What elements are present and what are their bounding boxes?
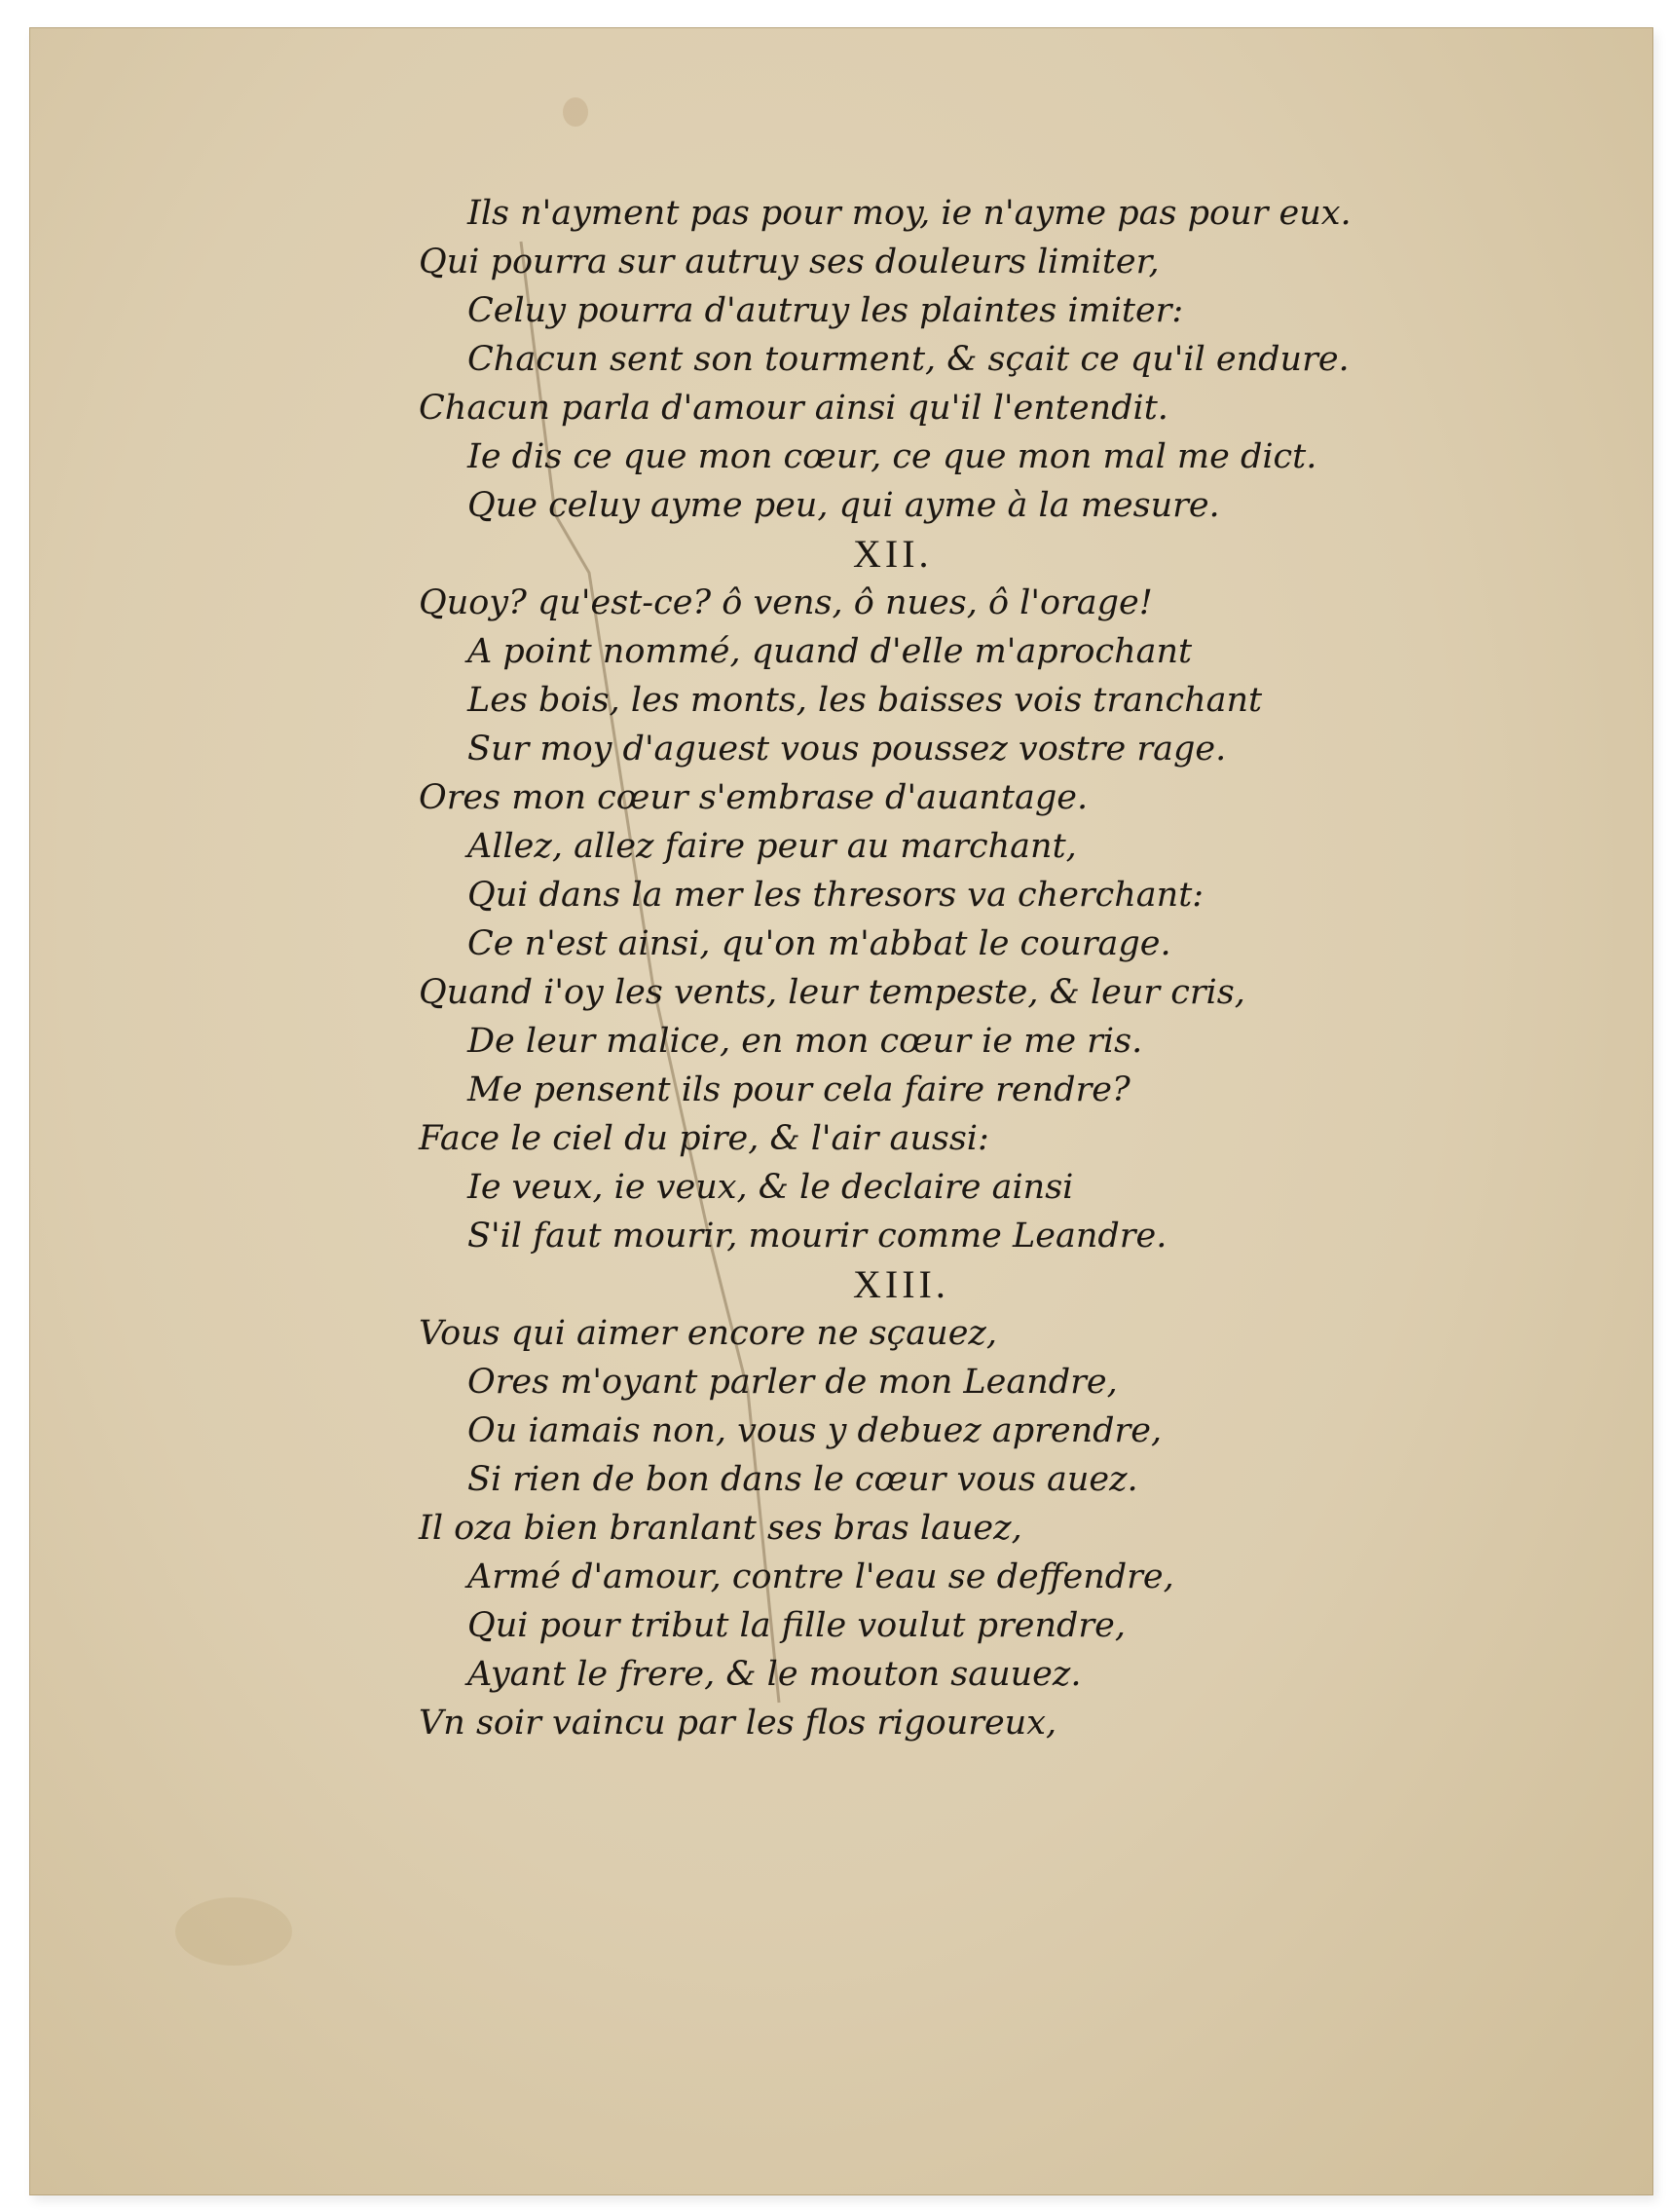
verse-line: De leur malice, en mon cœur ie me ris. — [467, 1022, 1143, 1061]
verse-line: Si rien de bon dans le cœur vous auez. — [467, 1460, 1138, 1499]
verse-line: Qui dans la mer les thresors va cherchant: — [467, 876, 1205, 915]
verse-line: Me pensent ils pour cela faire rendre? — [467, 1070, 1131, 1109]
verse-line: Que celuy ayme peu, qui ayme à la mesure. — [467, 486, 1220, 525]
verse-line: Ils n'ayment pas pour moy, ie n'ayme pas pour eux. — [467, 194, 1352, 233]
verse-line: Allez, allez faire peur au marchant, — [467, 827, 1077, 866]
verse-line: Face le ciel du pire, & l'air aussi: — [419, 1119, 989, 1158]
verse-line: Quoy? qu'est-ce? ô vens, ô nues, ô l'orage! — [419, 583, 1153, 622]
verse-line: Ores mon cœur s'embrase d'auantage. — [419, 778, 1089, 817]
verse-line: Sur moy d'aguest vous poussez vostre rage. — [467, 730, 1227, 769]
verse-line: S'il faut mourir, mourir comme Leandre. — [467, 1217, 1168, 1256]
verse-line: Chacun sent son tourment, & sçait ce qu'il endure. — [467, 340, 1350, 379]
ink-stain — [563, 97, 588, 127]
verse-line: Ayant le frere, & le mouton sauuez. — [467, 1655, 1082, 1694]
verse-line: Ores m'oyant parler de mon Leandre, — [467, 1363, 1118, 1402]
poem-text — [419, 189, 1352, 1747]
section-heading-xiii: XIII. — [853, 1262, 949, 1306]
section-heading-xii: XII. — [853, 532, 933, 576]
verse-line: Les bois, les monts, les baisses vois tranchant — [467, 681, 1263, 720]
verse-line: Armé d'amour, contre l'eau se deffendre, — [467, 1557, 1174, 1596]
verse-line: Ie dis ce que mon cœur, ce que mon mal me dict. — [467, 437, 1317, 476]
verse-line: Il oza bien branlant ses bras lauez, — [419, 1509, 1022, 1548]
verse-line: Chacun parla d'amour ainsi qu'il l'entendit. — [419, 389, 1168, 428]
verse-line: Ce n'est ainsi, qu'on m'abbat le courage. — [467, 924, 1171, 963]
verse-line: Vn soir vaincu par les flos rigoureux, — [419, 1704, 1057, 1743]
verse-line: Ou iamais non, vous y debuez aprendre, — [467, 1411, 1163, 1450]
book-page — [29, 27, 1653, 2195]
verse-line: A point nommé, quand d'elle m'aprochant — [467, 632, 1193, 671]
verse-line: Celuy pourra d'autruy les plaintes imiter: — [467, 291, 1184, 330]
verse-line: Ie veux, ie veux, & le declaire ainsi — [467, 1168, 1074, 1207]
verse-line: Vous qui aimer encore ne sçauez, — [419, 1314, 997, 1353]
verse-line: Qui pour tribut la fille voulut prendre, — [467, 1606, 1126, 1645]
verse-line: Qui pourra sur autruy ses douleurs limiter, — [419, 243, 1160, 281]
foxing-stain — [175, 1897, 292, 1966]
verse-line: Quand i'oy les vents, leur tempeste, & leur cris, — [419, 973, 1245, 1012]
